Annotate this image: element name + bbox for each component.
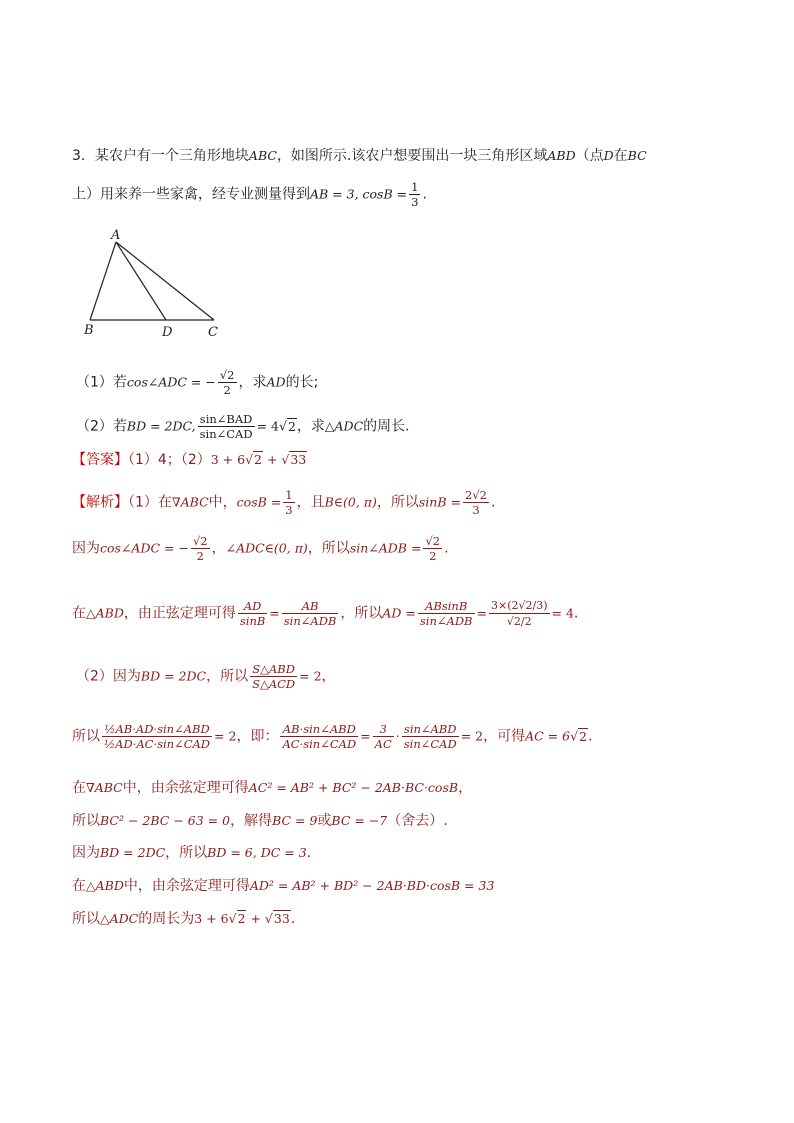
fraction: $\frac{√2}{2}$	[425, 534, 441, 563]
fraction: $\frac{\text{sin∠BAD}}{\text{sin∠CAD}}$	[199, 412, 253, 441]
sqrt: √33	[264, 911, 290, 926]
fraction: $\frac{3\times(2√2/3)}{√2/2}$	[490, 599, 548, 628]
analysis-line-5: 所以 $\frac{\text{½AB·AD·sin∠ABD}}{\text{½AD·AC·sin∠CAD}}$ = 2，即： $\frac{\text{AB·sin∠ABD}}{\text{AC·sin∠CAD}}$ = $\frac{3}{AC}$ · $\frac{\text{sin∠ABD}}{\text{sin∠CAD}}$ = 2，可得AC = 6√2.	[72, 722, 593, 751]
label-c: C	[208, 325, 218, 340]
analysis-line-6: 在∇ABC中，由余弦定理可得AC² = AB² + BC² − 2AB·BC·cosB，	[72, 780, 473, 796]
analysis-line-4: （2）因为BD = 2DC，所以 $\frac{\text{S△ABD}}{\text{S△ACD}}$ = 2，	[76, 662, 336, 691]
fraction: $\frac{\text{sin∠ABD}}{\text{sin∠CAD}}$	[403, 722, 457, 751]
fraction: $\frac{√2}{2}$	[219, 368, 235, 397]
label-b: B	[84, 323, 94, 338]
analysis-line-10: 所以△ADC的周长为3 + 6√2 + √33.	[72, 911, 296, 927]
sqrt: √2	[570, 728, 587, 744]
segment-ad	[116, 242, 166, 320]
fraction: $\frac{\text{AB·sin∠ABD}}{\text{AC·sin∠CAD}}$	[282, 722, 357, 751]
fraction: $\frac{\text{S△ABD}}{\text{S△ACD}}$	[252, 662, 296, 691]
problem-line-2: 上）用来养一些家禽，经专业测量得到AB = 3, cosB = $\frac{1}{3}$ .	[72, 180, 427, 209]
label-a: A	[111, 228, 121, 243]
segment-ac	[116, 242, 214, 320]
label-d: D	[162, 325, 173, 340]
fraction: $\frac{AD}{\sin B}$	[239, 599, 266, 628]
segment-ab	[90, 242, 116, 320]
fraction: $\frac{√2}{2}$	[192, 534, 208, 563]
problem-number: 3．	[72, 148, 95, 164]
analysis-line-8: 因为BD = 2DC，所以BD = 6, DC = 3.	[72, 845, 312, 861]
fraction: $\frac{1}{3}$	[285, 488, 293, 517]
triangle-figure	[80, 228, 230, 343]
sqrt: √2	[228, 911, 246, 926]
fraction: $\frac{1}{3}$	[411, 180, 419, 209]
fraction: $\frac{AB}{\text{sin∠ADB}}$	[283, 599, 337, 628]
answer-tag: 【答案】	[72, 452, 128, 468]
part-1: （1）若cos∠ADC = − $\frac{√2}{2}$ ，求AD的长;	[76, 368, 319, 397]
sqrt: √2	[278, 418, 296, 434]
analysis-line-9: 在△ABD中，由余弦定理可得AD² = AB² + BD² − 2AB·BD·cosB = 33	[72, 878, 495, 894]
sqrt: √33	[281, 452, 307, 467]
fraction: $\frac{ABsinB}{\text{sin∠ADB}}$	[419, 599, 473, 628]
analysis-line-1: 【解析】（1）在∇ABC中，cosB = $\frac{1}{3}$ ，且B∈(0, π)，所以sinB = $\frac{2√2}{3}$ .	[72, 488, 496, 517]
fraction: $\frac{\text{½AB·AD·sin∠ABD}}{\text{½AD·AC·sin∠CAD}}$	[104, 722, 211, 751]
analysis-line-2: 因为cos∠ADC = − $\frac{√2}{2}$ ，∠ADC∈(0, π)，所以sin∠ADB = $\frac{√2}{2}$ .	[72, 534, 449, 563]
analysis-line-3: 在△ABD，由正弦定理可得 $\frac{AD}{\sin B}$ = $\frac{AB}{\text{sin∠ADB}}$ ，所以AD = $\frac{ABsinB}{\text{sin∠ADB}}$ = $\frac{3\times(2√2/3)}{√2/2}$ = 4.	[72, 599, 579, 628]
problem-line-1: 3．某农户有一个三角形地块ABC，如图所示.该农户想要围出一块三角形区域ABD（点D在BC	[72, 148, 647, 164]
part-2: （2）若BD = 2DC, $\frac{\text{sin∠BAD}}{\text{sin∠CAD}}$ = 4√2，求△ADC的周长.	[76, 412, 410, 441]
fraction: $\frac{3}{AC}$	[374, 722, 392, 751]
analysis-line-7: 所以BC² − 2BC − 63 = 0，解得BC = 9或BC = −7（舍去）.	[72, 813, 448, 829]
analysis-tag: 【解析】	[72, 494, 128, 511]
answer-line: 【答案】（1）4；（2）3 + 6√2 + √33	[72, 452, 307, 468]
fraction: $\frac{2√2}{3}$	[465, 488, 487, 517]
sqrt: √2	[245, 452, 262, 467]
